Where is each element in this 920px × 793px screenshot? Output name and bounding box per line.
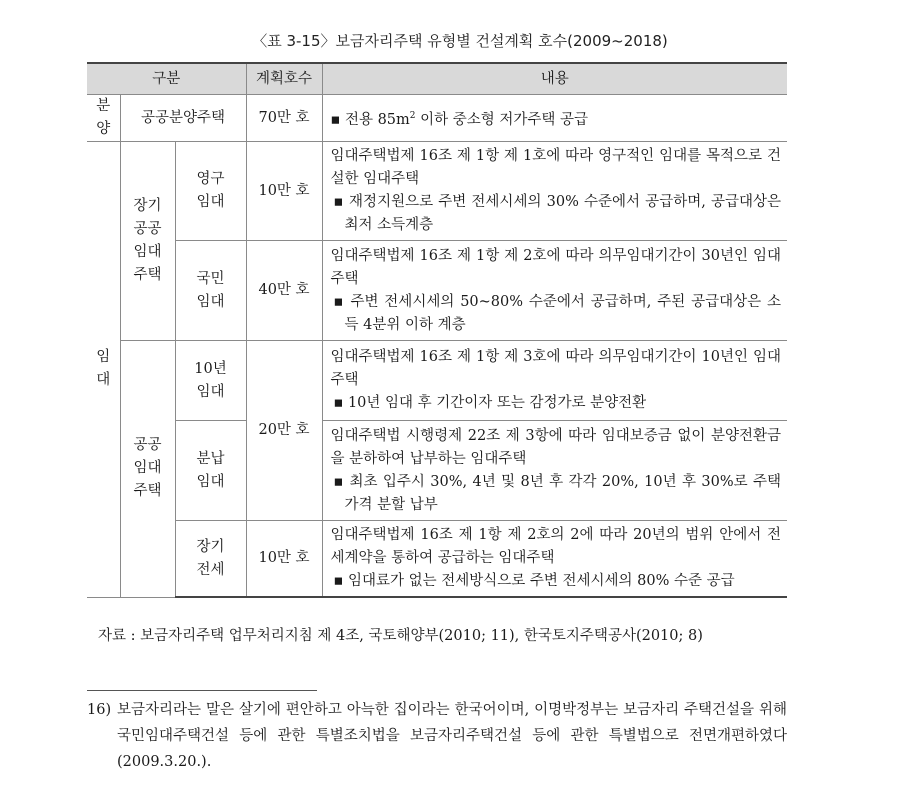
content-installment-rent: 임대주택법 시행령제 22조 제 3항에 따라 임대보증금 없이 분양전환금을 분하하여 납부하는 임대주택 ▪ 최초 입주시 30%, 4년 및 8년 후 각각 20%, 10년 후 30%로 주택가격 분할 납부 — [322, 421, 787, 521]
table-row — [87, 521, 787, 598]
group-public-rent: 공공임대주택 — [120, 341, 175, 598]
footnote — [87, 697, 787, 775]
table-row — [87, 95, 787, 142]
plan-public-sale: 70만 호 — [246, 95, 322, 142]
type-public-sale: 공공분양주택 — [120, 95, 246, 142]
header-row — [87, 63, 787, 95]
table-row — [87, 341, 787, 421]
footnote-divider — [87, 690, 317, 691]
type-jeonse-rent: 장기전세 — [175, 521, 246, 598]
footnote-text: 보금자리라는 말은 살기에 편안하고 아늑한 집이라는 한국어이며, 이명박정부는 보금자리 주택건설을 위해 국민임대주택건설 등에 관한 특별조치법을 보금자리주택건설 등에 관한 특별법으로 전면개편하였다(2009.3.20.). — [117, 702, 787, 770]
table-row — [87, 241, 787, 341]
table-row — [87, 421, 787, 521]
type-permanent-rent: 영구임대 — [175, 142, 246, 241]
category-sale: 분양 — [87, 95, 120, 142]
housing-plan-table — [87, 62, 787, 598]
content-permanent-rent: 임대주택법제 16조 제 1항 제 1호에 따라 영구적인 임대를 목적으로 건설한 임대주택 ▪ 재정지원으로 주변 전세시세의 30% 수준에서 공급하며, 공급대상은 최저 소득계층 — [322, 142, 787, 241]
header-content: 내용 — [322, 63, 787, 95]
category-rent: 임대 — [87, 142, 120, 598]
table-title: 〈표 3-15〉보금자리주택 유형별 건설계획 호수(2009~2018) — [252, 32, 668, 50]
table-row — [87, 142, 787, 241]
plan-ten-year-and-installment: 20만 호 — [246, 341, 322, 521]
plan-jeonse-rent: 10만 호 — [246, 521, 322, 598]
type-national-rent: 국민임대 — [175, 241, 246, 341]
plan-national-rent: 40만 호 — [246, 241, 322, 341]
header-plan: 계획호수 — [246, 63, 322, 95]
content-public-sale: ▪ 전용 $85m^2$ 이하 중소형 저가주택 공급 — [322, 95, 787, 142]
table-source: 자료 : 보금자리주택 업무처리지침 제 4조, 국토해양부(2010; 11), 한국토지주택공사(2010; 8) — [98, 628, 703, 644]
content-ten-year-rent: 임대주택법제 16조 제 1항 제 3호에 따라 의무임대기간이 10년인 임대주택 ▪ 10년 임대 후 기간이자 또는 감정가로 분양전환 — [322, 341, 787, 421]
type-ten-year-rent: 10년임대 — [175, 341, 246, 421]
header-category: 구분 — [87, 63, 246, 95]
plan-permanent-rent: 10만 호 — [246, 142, 322, 241]
content-national-rent: 임대주택법제 16조 제 1항 제 2호에 따라 의무임대기간이 30년인 임대주택 ▪ 주변 전세시세의 50~80% 수준에서 공급하며, 주된 공급대상은 소득 4분위 이하 계층 — [322, 241, 787, 341]
footnote-number: 16) — [87, 702, 112, 718]
group-long-term-public-rent: 장기공공임대주택 — [120, 142, 175, 341]
type-installment-rent: 분납임대 — [175, 421, 246, 521]
content-jeonse-rent: 임대주택법제 16조 제 1항 제 2호의 2에 따라 20년의 범위 안에서 전세계약을 통하여 공급하는 임대주택 ▪ 임대료가 없는 전세방식으로 주변 전세시세의 80% 수준 공급 — [322, 521, 787, 598]
